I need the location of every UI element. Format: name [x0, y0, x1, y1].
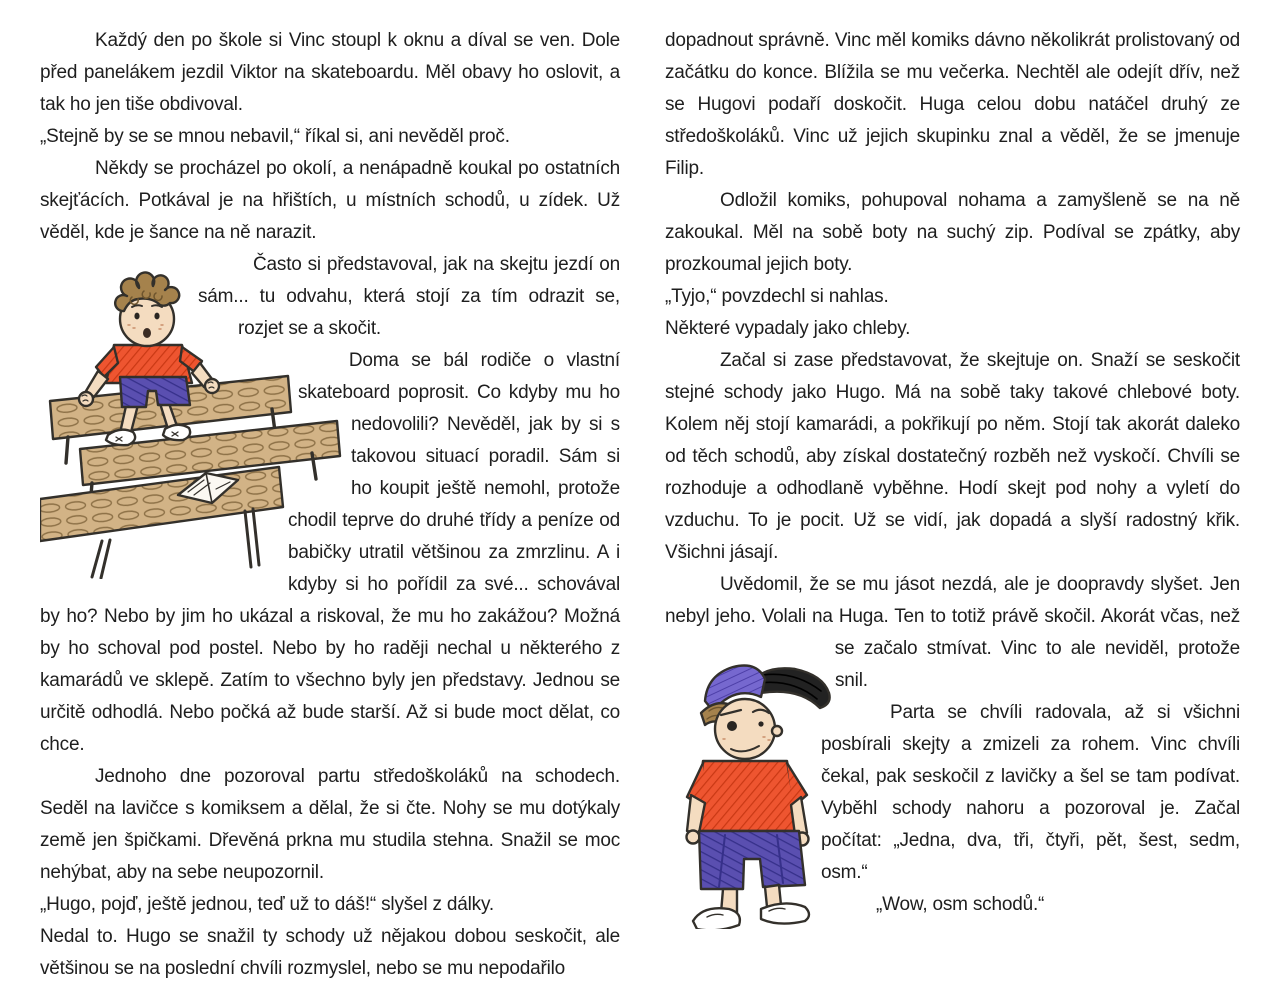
story-paragraph [665, 281, 1240, 313]
story-paragraph [40, 25, 620, 121]
paragraph-text: „Tyjo,“ povzdechl si nahlas. [665, 286, 889, 307]
story-paragraph [665, 569, 1240, 697]
paragraph-text: Nedal to. Hugo se snažil ty schody už nějakou dobou seskočit, ale většinou se na poslední chvíli rozmyslel, nebo se mu nepodařilo [40, 926, 620, 979]
story-paragraph [665, 25, 1240, 185]
story-paragraph [40, 153, 620, 249]
paragraph-text: „Wow, osm schodů.“ [876, 894, 1045, 915]
paragraph-text: Doma se bál rodiče o vlastní skateboard poprosit. Co kdyby mu ho nedovolili? Nevěděl, jak by si s takovou situací poradil. Sám si ho koupit ještě nemohl, protože chodil teprve do druhé třídy a peníze od babičky utratil většinou za zmrzlinu. A i kdyby si ho pořídil za své... schovával by ho? Nebo by jim ho ukázal a riskoval, že mu ho zakážou? Možná by ho schoval pod postel. Nebo by ho raději nechal u některého z kamarádů ve sklepě. Zatím to všechno byly jen představy. Jednou se určitě odhodlá. Nebo počká až bude starší. Až si bude moct dělat, co chce. [40, 350, 620, 755]
paragraph-text: Každý den po škole si Vinc stoupl k oknu a díval se ven. Dole před panelákem jezdil Viktor na skateboardu. Měl obavy ho oslovit, a tak ho jen tiše obdivoval. [40, 30, 620, 115]
paragraph-text: Uvědomil, že se mu jásot nezdá, ale je doopravdy slyšet. Jen nebyl jeho. Volali na Huga. Ten to totiž právě skočil. Akorát včas, než se začalo stmívat. Vinc to ale neviděl, protože snil. [665, 574, 1240, 691]
story-paragraph [40, 889, 620, 921]
story-paragraph [40, 921, 620, 985]
paragraph-text: Začal si zase představovat, že skejtuje on. Snaží se seskočit stejné schody jako Hugo. Má na sobě taky takové chlebové boty. Kolem něj stojí kamarádi, a pokřikují po něm. Stojí tak akorát daleko od těch schodů, aby získal dostatečný rozběh než vyskočí. Chvíli se rozhoduje a odhodlaně vyběhne. Hodí skejt pod nohy a vyletí do vzduchu. To je pocit. Už se vidí, jak dopadá a slyší radostný křik. Všichni jásají. [665, 350, 1240, 563]
paragraph-text: Odložil komiks, pohupoval nohama a zamyšleně se na ně zakoukal. Měl na sobě boty na suchý zip. Podíval se zpátky, aby prozkoumal jejich boty. [665, 190, 1240, 275]
story-paragraph [40, 249, 620, 345]
story-paragraph [665, 313, 1240, 345]
paragraph-text: Jednoho dne pozoroval partu středoškoláků na schodech. Seděl na lavičce s komiksem a dělal, že si čte. Nohy se mu dotýkaly země jen špičkami. Dřevěná prkna mu studila stehna. Snažil se moc nehýbat, aby na sebe neupozornil. [40, 766, 620, 883]
paragraph-text: Někdy se procházel po okolí, a nenápadně koukal po ostatních skejťácích. Potkával je na hřištích, u místních schodů, u zídek. Už věděl, kde je šance na ně narazit. [40, 158, 620, 243]
paragraph-text: „Stejně by se se mnou nebavil,“ říkal si, ani nevěděl proč. [40, 126, 510, 147]
left-text-column [40, 25, 620, 979]
paragraph-text: Parta se chvíli radovala, až si všichni posbírali skejty a zmizeli za rohem. Vinc chvíli čekal, pak seskočil z lavičky a šel se tam podívat. Vyběhl schody nahoru a pozoroval je. Začal počítat: „Jedna, dva, tři, čtyři, pět, šest, sedm, osm.“ [821, 702, 1240, 883]
story-paragraph [40, 121, 620, 153]
paragraph-text: Některé vypadaly jako chleby. [665, 318, 911, 339]
story-paragraph [40, 761, 620, 889]
story-paragraph [665, 185, 1240, 281]
paragraph-text: „Hugo, pojď, ještě jednou, teď už to dáš!“ slyšel z dálky. [40, 894, 494, 915]
story-paragraph [665, 345, 1240, 569]
right-text-column [665, 25, 1240, 915]
paragraph-text: dopadnout správně. Vinc měl komiks dávno několikrát prolistovaný od začátku do konce. Blížila se mu večerka. Nechtěl ale odejít dřív, než se Hugovi podaří doskočit. Huga celou dobu natáčel druhý ze středoškoláků. Vinc už jejich skupinku znal a věděl, že se jmenuje Filip. [665, 30, 1240, 179]
paragraph-text: Často si představoval, jak na skejtu jezdí on sám... tu odvahu, která stojí za tím odrazit se, rozjet se a skočit. [198, 254, 620, 339]
